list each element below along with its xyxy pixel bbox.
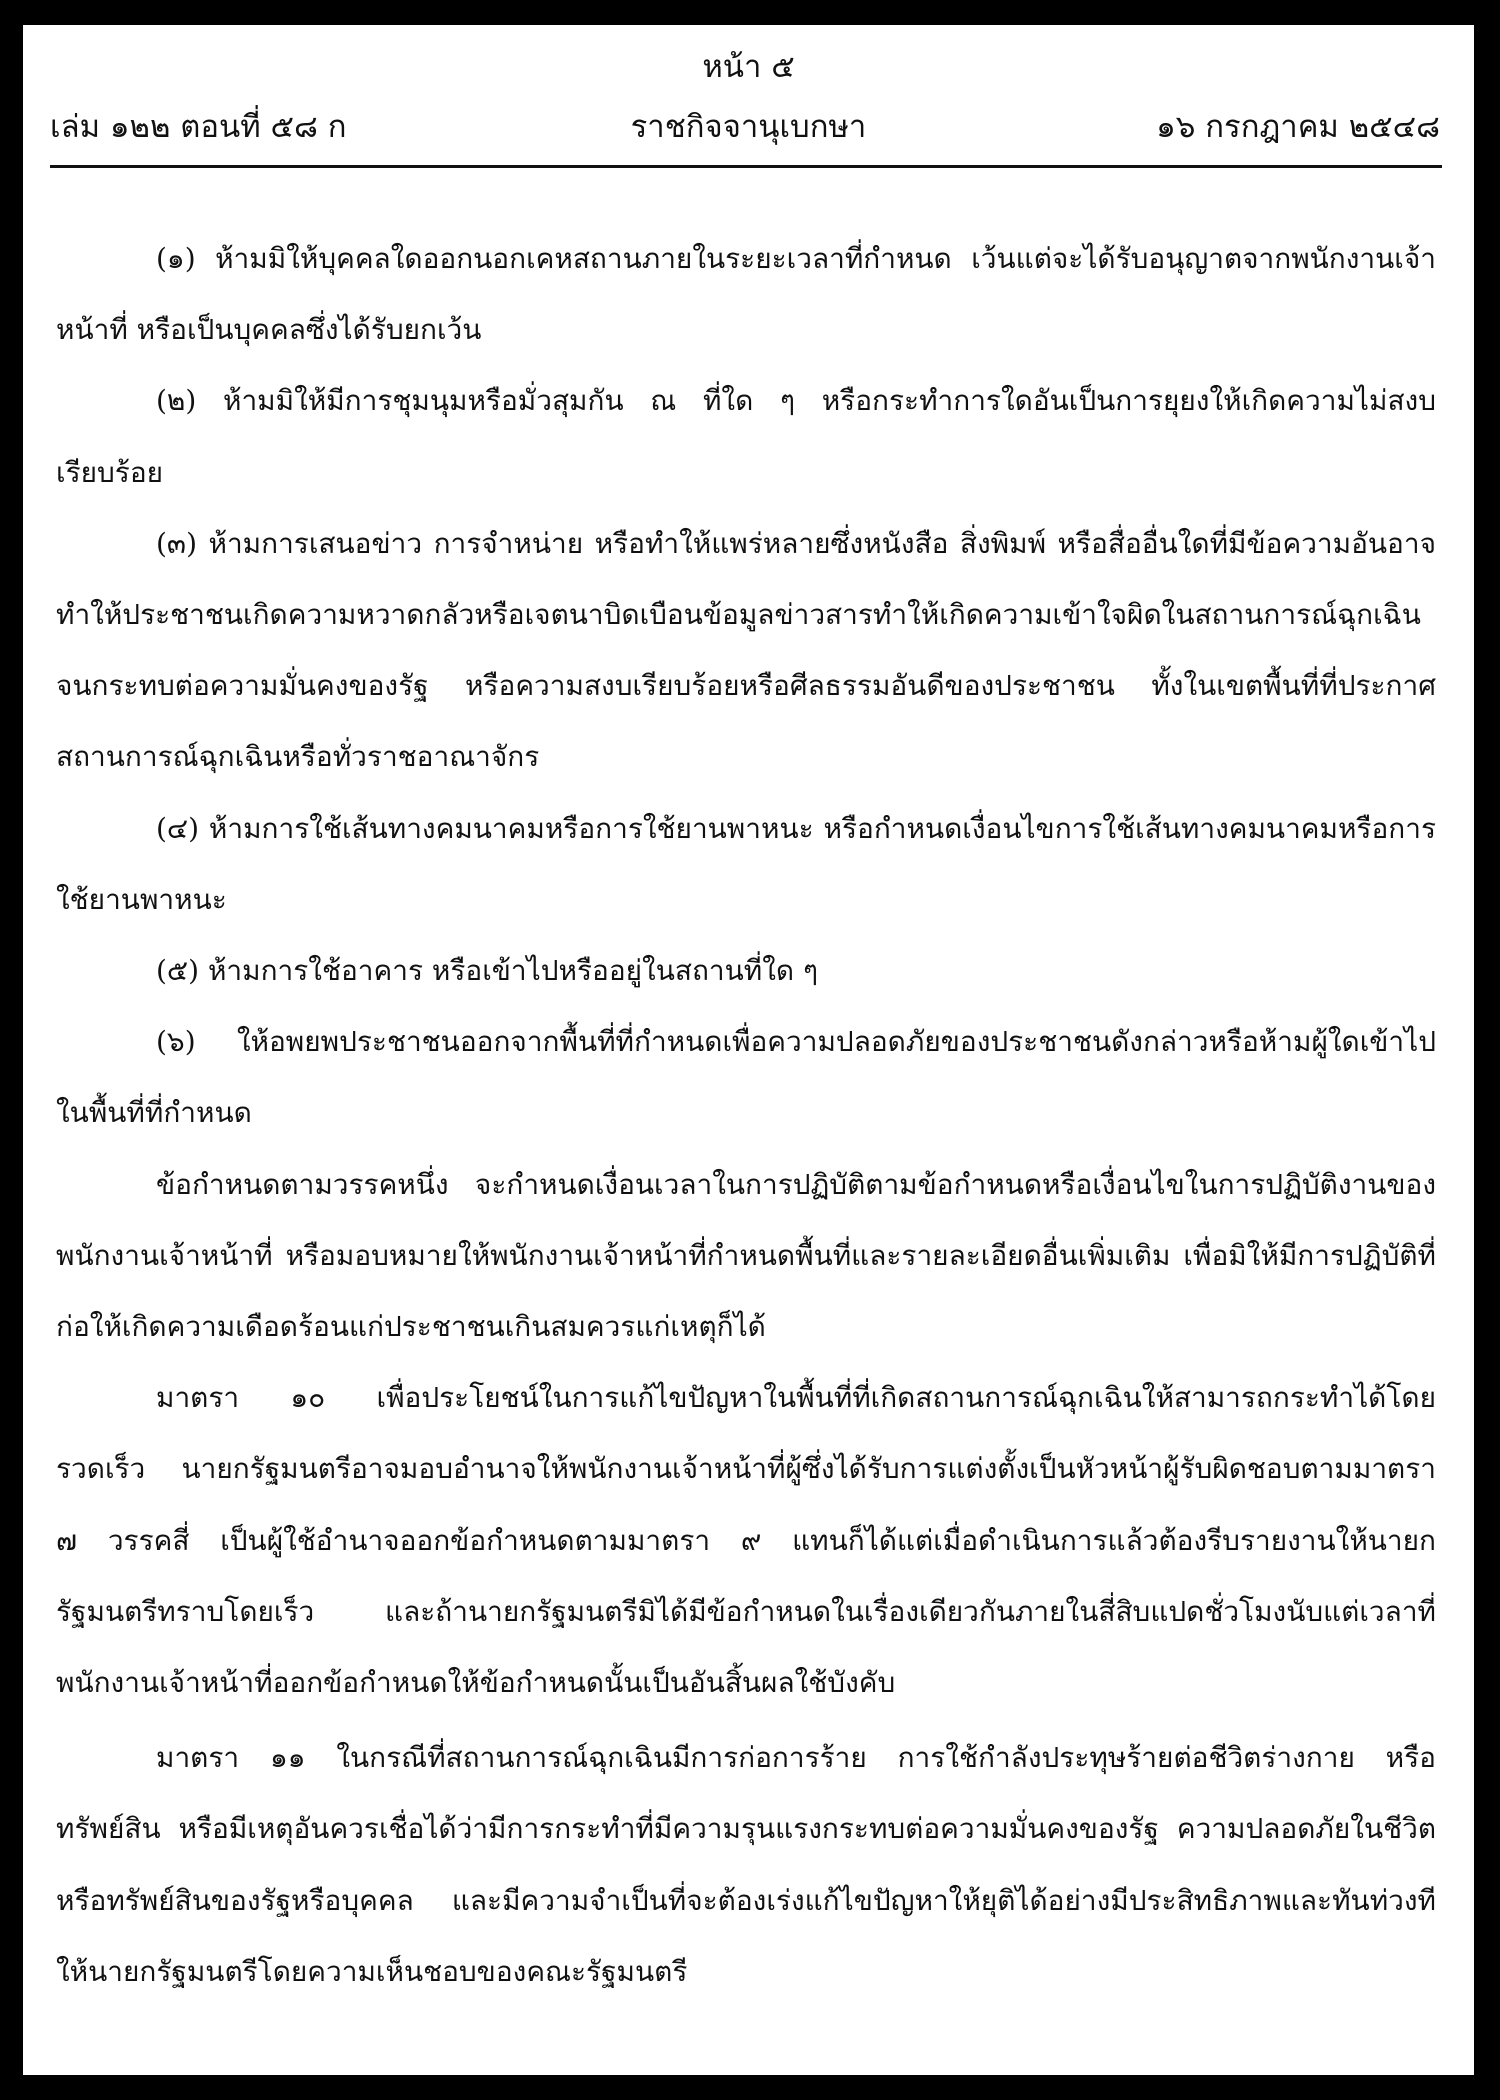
paragraph-section-10: มาตรา ๑๐ เพื่อประโยชน์ในการแก้ไขปัญหาในพื้นที่ที่เกิดสถานการณ์ฉุกเฉินให้สามารถกระทำได้โดยรวดเร็ว นายกรัฐมนตรีอาจมอบอำนาจให้พนักงานเจ้าหน้าที่ผู้ซึ่งได้รับการแต่งตั้งเป็นหัวหน้าผู้รับผิดชอบตามมาตรา ๗ วรรคสี่ เป็นผู้ใช้อำนาจออกข้อกำหนดตามมาตรา ๙ แทนก็ได้แต่เมื่อดำเนินการแล้วต้องรีบรายงานให้นายกรัฐมนตรีทราบโดยเร็ว และถ้านายกรัฐมนตรีมิได้มีข้อกำหนดในเรื่องเดียวกันภายในสี่สิบแปดชั่วโมงนับแต่เวลาที่พนักงานเจ้าหน้าที่ออกข้อกำหนดให้ข้อกำหนดนั้นเป็นอันสิ้นผลใช้บังคับ [56, 1381, 1436, 1700]
publication-title: ราชกิจจานุเบกษา [630, 109, 867, 145]
document-body [56, 223, 1436, 2007]
page-number: หน้า ๕ [702, 49, 795, 85]
header-rule [50, 165, 1442, 168]
paragraph-clause-3: (๓) ห้ามการเสนอข่าว การจำหน่าย หรือทำให้แพร่หลายซึ่งหนังสือ สิ่งพิมพ์ หรือสื่ออื่นใดที่มีข้อความอันอาจทำให้ประชาชนเกิดความหวาดกลัวหรือเจตนาบิดเบือนข้อมูลข่าวสารทำให้เกิดความเข้าใจผิดในสถานการณ์ฉุกเฉินจนกระทบต่อความมั่นคงของรัฐ หรือความสงบเรียบร้อยหรือศีลธรรมอันดีของประชาชน ทั้งในเขตพื้นที่ที่ประกาศสถานการณ์ฉุกเฉินหรือทั่วราชอาณาจักร [56, 526, 1436, 774]
volume-issue: เล่ม ๑๒๒ ตอนที่ ๕๘ ก [50, 109, 347, 145]
gazette-page [23, 25, 1474, 2075]
paragraph-provision-note: ข้อกำหนดตามวรรคหนึ่ง จะกำหนดเงื่อนเวลาในการปฏิบัติตามข้อกำหนดหรือเงื่อนไขในการปฏิบัติงานของพนักงานเจ้าหน้าที่ หรือมอบหมายให้พนักงานเจ้าหน้าที่กำหนดพื้นที่และรายละเอียดอื่นเพิ่มเติม เพื่อมิให้มีการปฏิบัติที่ก่อให้เกิดความเดือดร้อนแก่ประชาชนเกินสมควรแก่เหตุก็ได้ [56, 1167, 1436, 1344]
paragraph-clause-4: (๔) ห้ามการใช้เส้นทางคมนาคมหรือการใช้ยานพาหนะ หรือกำหนดเงื่อนไขการใช้เส้นทางคมนาคมหรือการใช้ยานพาหนะ [56, 811, 1436, 916]
paragraph-clause-1: (๑) ห้ามมิให้บุคคลใดออกนอกเคหสถานภายในระยะเวลาที่กำหนด เว้นแต่จะได้รับอนุญาตจากพนักงานเจ้าหน้าที่ หรือเป็นบุคคลซึ่งได้รับยกเว้น [56, 242, 1436, 347]
paragraph-section-11: มาตรา ๑๑ ในกรณีที่สถานการณ์ฉุกเฉินมีการก่อการร้าย การใช้กำลังประทุษร้ายต่อชีวิตร่างกาย หรือทรัพย์สิน หรือมีเหตุอันควรเชื่อได้ว่ามีการกระทำที่มีความรุนแรงกระทบต่อความมั่นคงของรัฐ ความปลอดภัยในชีวิตหรือทรัพย์สินของรัฐหรือบุคคล และมีความจำเป็นที่จะต้องเร่งแก้ไขปัญหาให้ยุติได้อย่างมีประสิทธิภาพและทันท่วงที ให้นายกรัฐมนตรีโดยความเห็นชอบของคณะรัฐมนตรี [56, 1741, 1436, 1988]
paragraph-clause-2: (๒) ห้ามมิให้มีการชุมนุมหรือมั่วสุมกัน ณ ที่ใด ๆ หรือกระทำการใดอันเป็นการยุยงให้เกิดความไม่สงบเรียบร้อย [56, 384, 1436, 489]
paragraph-clause-6: (๖) ให้อพยพประชาชนออกจากพื้นที่ที่กำหนดเพื่อความปลอดภัยของประชาชนดังกล่าวหรือห้ามผู้ใดเข้าไปในพื้นที่ที่กำหนด [56, 1025, 1436, 1130]
paragraph-clause-5: (๕) ห้ามการใช้อาคาร หรือเข้าไปหรืออยู่ในสถานที่ใด ๆ [156, 954, 819, 988]
publication-date: ๑๖ กรกฎาคม ๒๕๔๘ [1156, 109, 1440, 145]
